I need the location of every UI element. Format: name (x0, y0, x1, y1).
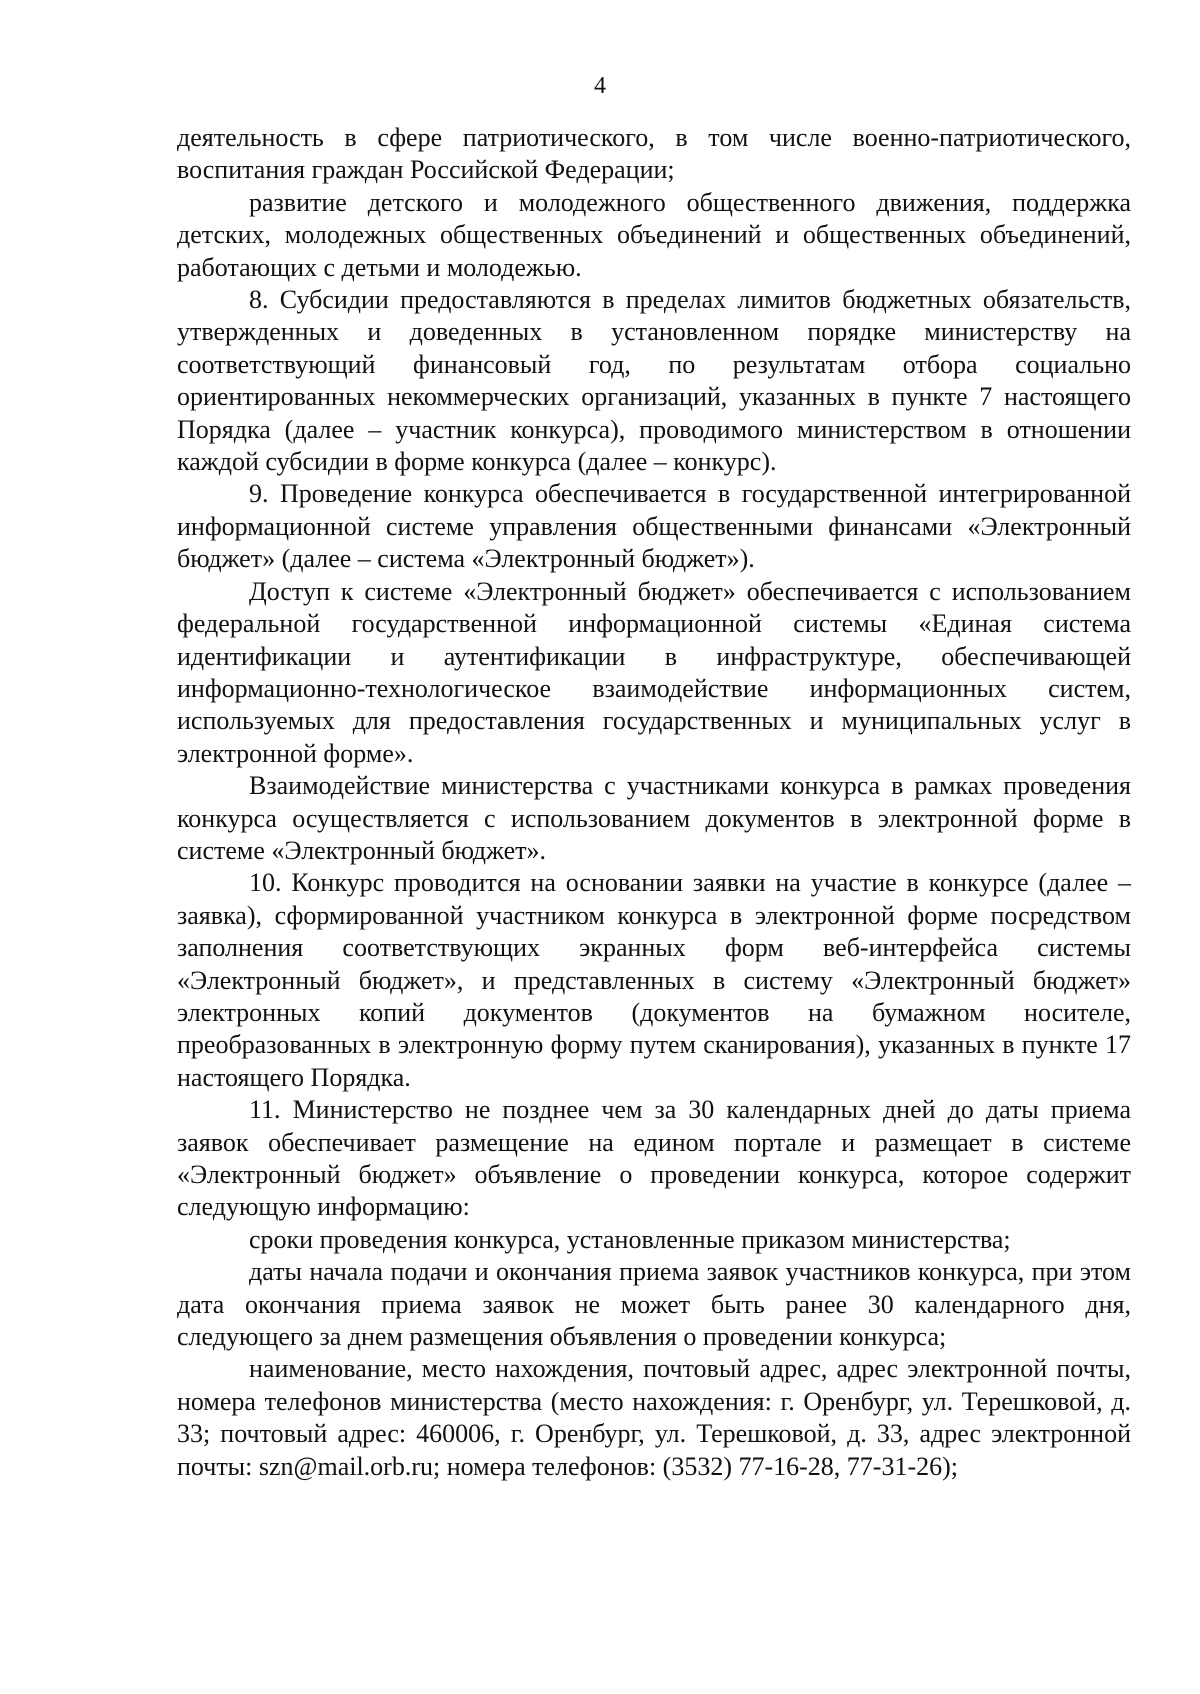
paragraph-item-10: 10. Конкурс проводится на основании заявки на участие в конкурсе (далее – заявка), сформированной участником конкурса в электронной форме посредством заполнения соответствующих экранных форм веб-интерфейса системы «Электронный бюджет», и представленных в систему «Электронный бюджет» электронных копий документов (документов на бумажном носителе, преобразованных в электронную форму путем сканирования), указанных в пункте 17 настоящего Порядка. (177, 868, 1131, 1092)
paragraph: развитие детского и молодежного общественного движения, поддержка детских, молодежных общественных объединений и общественных объединений, работающих с детьми и молодежью. (177, 187, 1131, 282)
paragraph-continuation: деятельность в сфере патриотического, в том числе военно-патриотического, воспитания граждан Российской Федерации; (177, 123, 1131, 185)
paragraph: Доступ к системе «Электронный бюджет» обеспечивается с использованием федеральной государственной информационной системы «Единая система идентификации и аутентификации в инфраструктуре, обеспечивающей информационно-технологическое взаимодействие информационных систем, используемых для предоставления государственных и муниципальных услуг в электронной форме». (177, 576, 1131, 768)
paragraph: сроки проведения конкурса, установленные приказом министерства; (249, 1224, 1011, 1254)
page-number: 4 (594, 73, 606, 99)
document-body (177, 122, 1131, 1483)
paragraph-item-9: 9. Проведение конкурса обеспечивается в государственной интегрированной информационной системе управления общественными финансами «Электронный бюджет» (далее – система «Электронный бюджет»). (177, 479, 1131, 574)
paragraph: Взаимодействие министерства с участниками конкурса в рамках проведения конкурса осуществляется с использованием документов в электронной форме в системе «Электронный бюджет». (177, 771, 1131, 865)
paragraph: наименование, место нахождения, почтовый адрес, адрес электронной почты, номера телефонов министерства (место нахождения: г. Оренбург, ул. Терешковой, д. 33; почтовый адрес: 460006, г. Оренбург, ул. Терешковой, д. 33, адрес электронной почты: szn@mail.orb.ru; номера телефонов: (3532) 77-16-28, 77-31-26); (177, 1354, 1131, 1481)
paragraph: даты начала подачи и окончания приема заявок участников конкурса, при этом дата окончания приема заявок не может быть ранее 30 календарного дня, следующего за днем размещения объявления о проведении конкурса; (177, 1257, 1131, 1352)
paragraph-item-8: 8. Субсидии предоставляются в пределах лимитов бюджетных обязательств, утвержденных и доведенных в установленном порядке министерству на соответствующий финансовый год, по результатам отбора социально ориентированных некоммерческих организаций, указанных в пункте 7 настоящего Порядка (далее – участник конкурса), проводимого министерством в отношении каждой субсидии в форме конкурса (далее – конкурс). (177, 285, 1131, 477)
paragraph-item-11: 11. Министерство не позднее чем за 30 календарных дней до даты приема заявок обеспечивает размещение на едином портале и размещает в системе «Электронный бюджет» объявление о проведении конкурса, которое содержит следующую информацию: (177, 1095, 1131, 1222)
